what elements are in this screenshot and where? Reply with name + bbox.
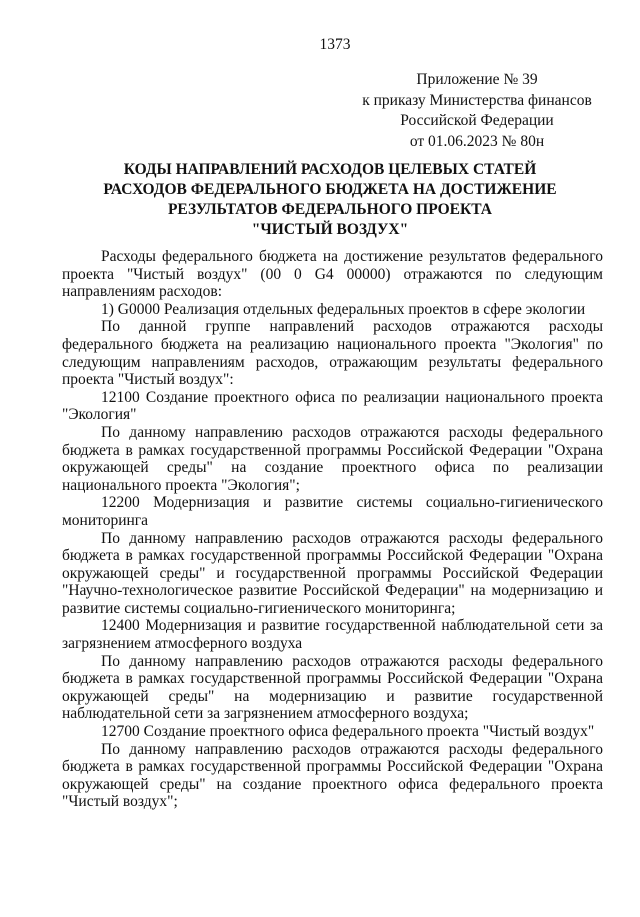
paragraph-code-12400: 12400 Модернизация и развитие государственной наблюдательной сети за загрязнением атмосферного воздуха [62,617,603,653]
document-title [60,160,600,240]
paragraph-code-12200-description: По данному направлению расходов отражаются расходы федерального бюджета в рамках государственной программы Российской Федерации "Охрана окружающей среды" и государственной программы Российской Федерации "Научно-технологическое развитие Российской Федерации" на модернизацию и развитие системы социально-гигиенического мониторинга; [62,529,603,617]
appendix-number: Приложение № 39 [416,71,538,88]
paragraph-code-12700: 12700 Создание проектного офиса федерального проекта "Чистый воздух" [101,723,595,741]
paragraph-code-12100-description: По данному направлению расходов отражаются расходы федерального бюджета в рамках государственной программы Российской Федерации "Охрана окружающей среды" на создание проектного офиса по реализации национального проекта "Экология"; [62,423,603,494]
paragraph-code-12200: 12200 Модернизация и развитие системы социально-гигиенического мониторинга [62,494,603,529]
document-body [62,248,603,811]
paragraph-code-12100: 12100 Создание проектного офиса по реализации национального проекта "Экология" [62,388,603,424]
appendix-header [352,70,602,152]
title-line-4: "ЧИСТЫЙ ВОЗДУХ" [251,221,409,238]
appendix-date: от 01.06.2023 № 80н [409,132,545,150]
paragraph-group-g0000: 1) G0000 Реализация отдельных федеральных проектов в сфере экологии [101,300,586,318]
title-line-1: КОДЫ НАПРАВЛЕНИЙ РАСХОДОВ ЦЕЛЕВЫХ СТАТЕЙ [123,161,537,178]
paragraph-code-12400-description: По данному направлению расходов отражаются расходы федерального бюджета в рамках государственной программы Российской Федерации "Охрана окружающей среды" на модернизацию и развитие государственной наблюдательной сети за загрязнением атмосферного воздуха; [62,652,603,723]
page-number: 1373 [319,36,351,53]
appendix-ministry: Российской Федерации [400,112,554,129]
appendix-order: к приказу Министерства финансов [362,91,592,109]
paragraph-intro: Расходы федерального бюджета на достижение результатов федерального проекта "Чистый воздух" (00 0 G4 00000) отражаются по следующим направлениям расходов: [62,248,603,301]
title-line-2: РАСХОДОВ ФЕДЕРАЛЬНОГО БЮДЖЕТА НА ДОСТИЖЕНИЕ [103,181,557,198]
paragraph-group-description: По данной группе направлений расходов отражаются расходы федерального бюджета на реализацию национального проекта "Экология" по следующим направлениям расходов, отражающим результаты федерального проекта "Чистый воздух": [62,318,603,389]
title-line-3: РЕЗУЛЬТАТОВ ФЕДЕРАЛЬНОГО ПРОЕКТА [167,201,493,218]
paragraph-code-12700-description: По данному направлению расходов отражаются расходы федерального бюджета в рамках государственной программы Российской Федерации "Охрана окружающей среды" на создание проектного офиса федерального проекта "Чистый воздух"; [62,740,603,811]
